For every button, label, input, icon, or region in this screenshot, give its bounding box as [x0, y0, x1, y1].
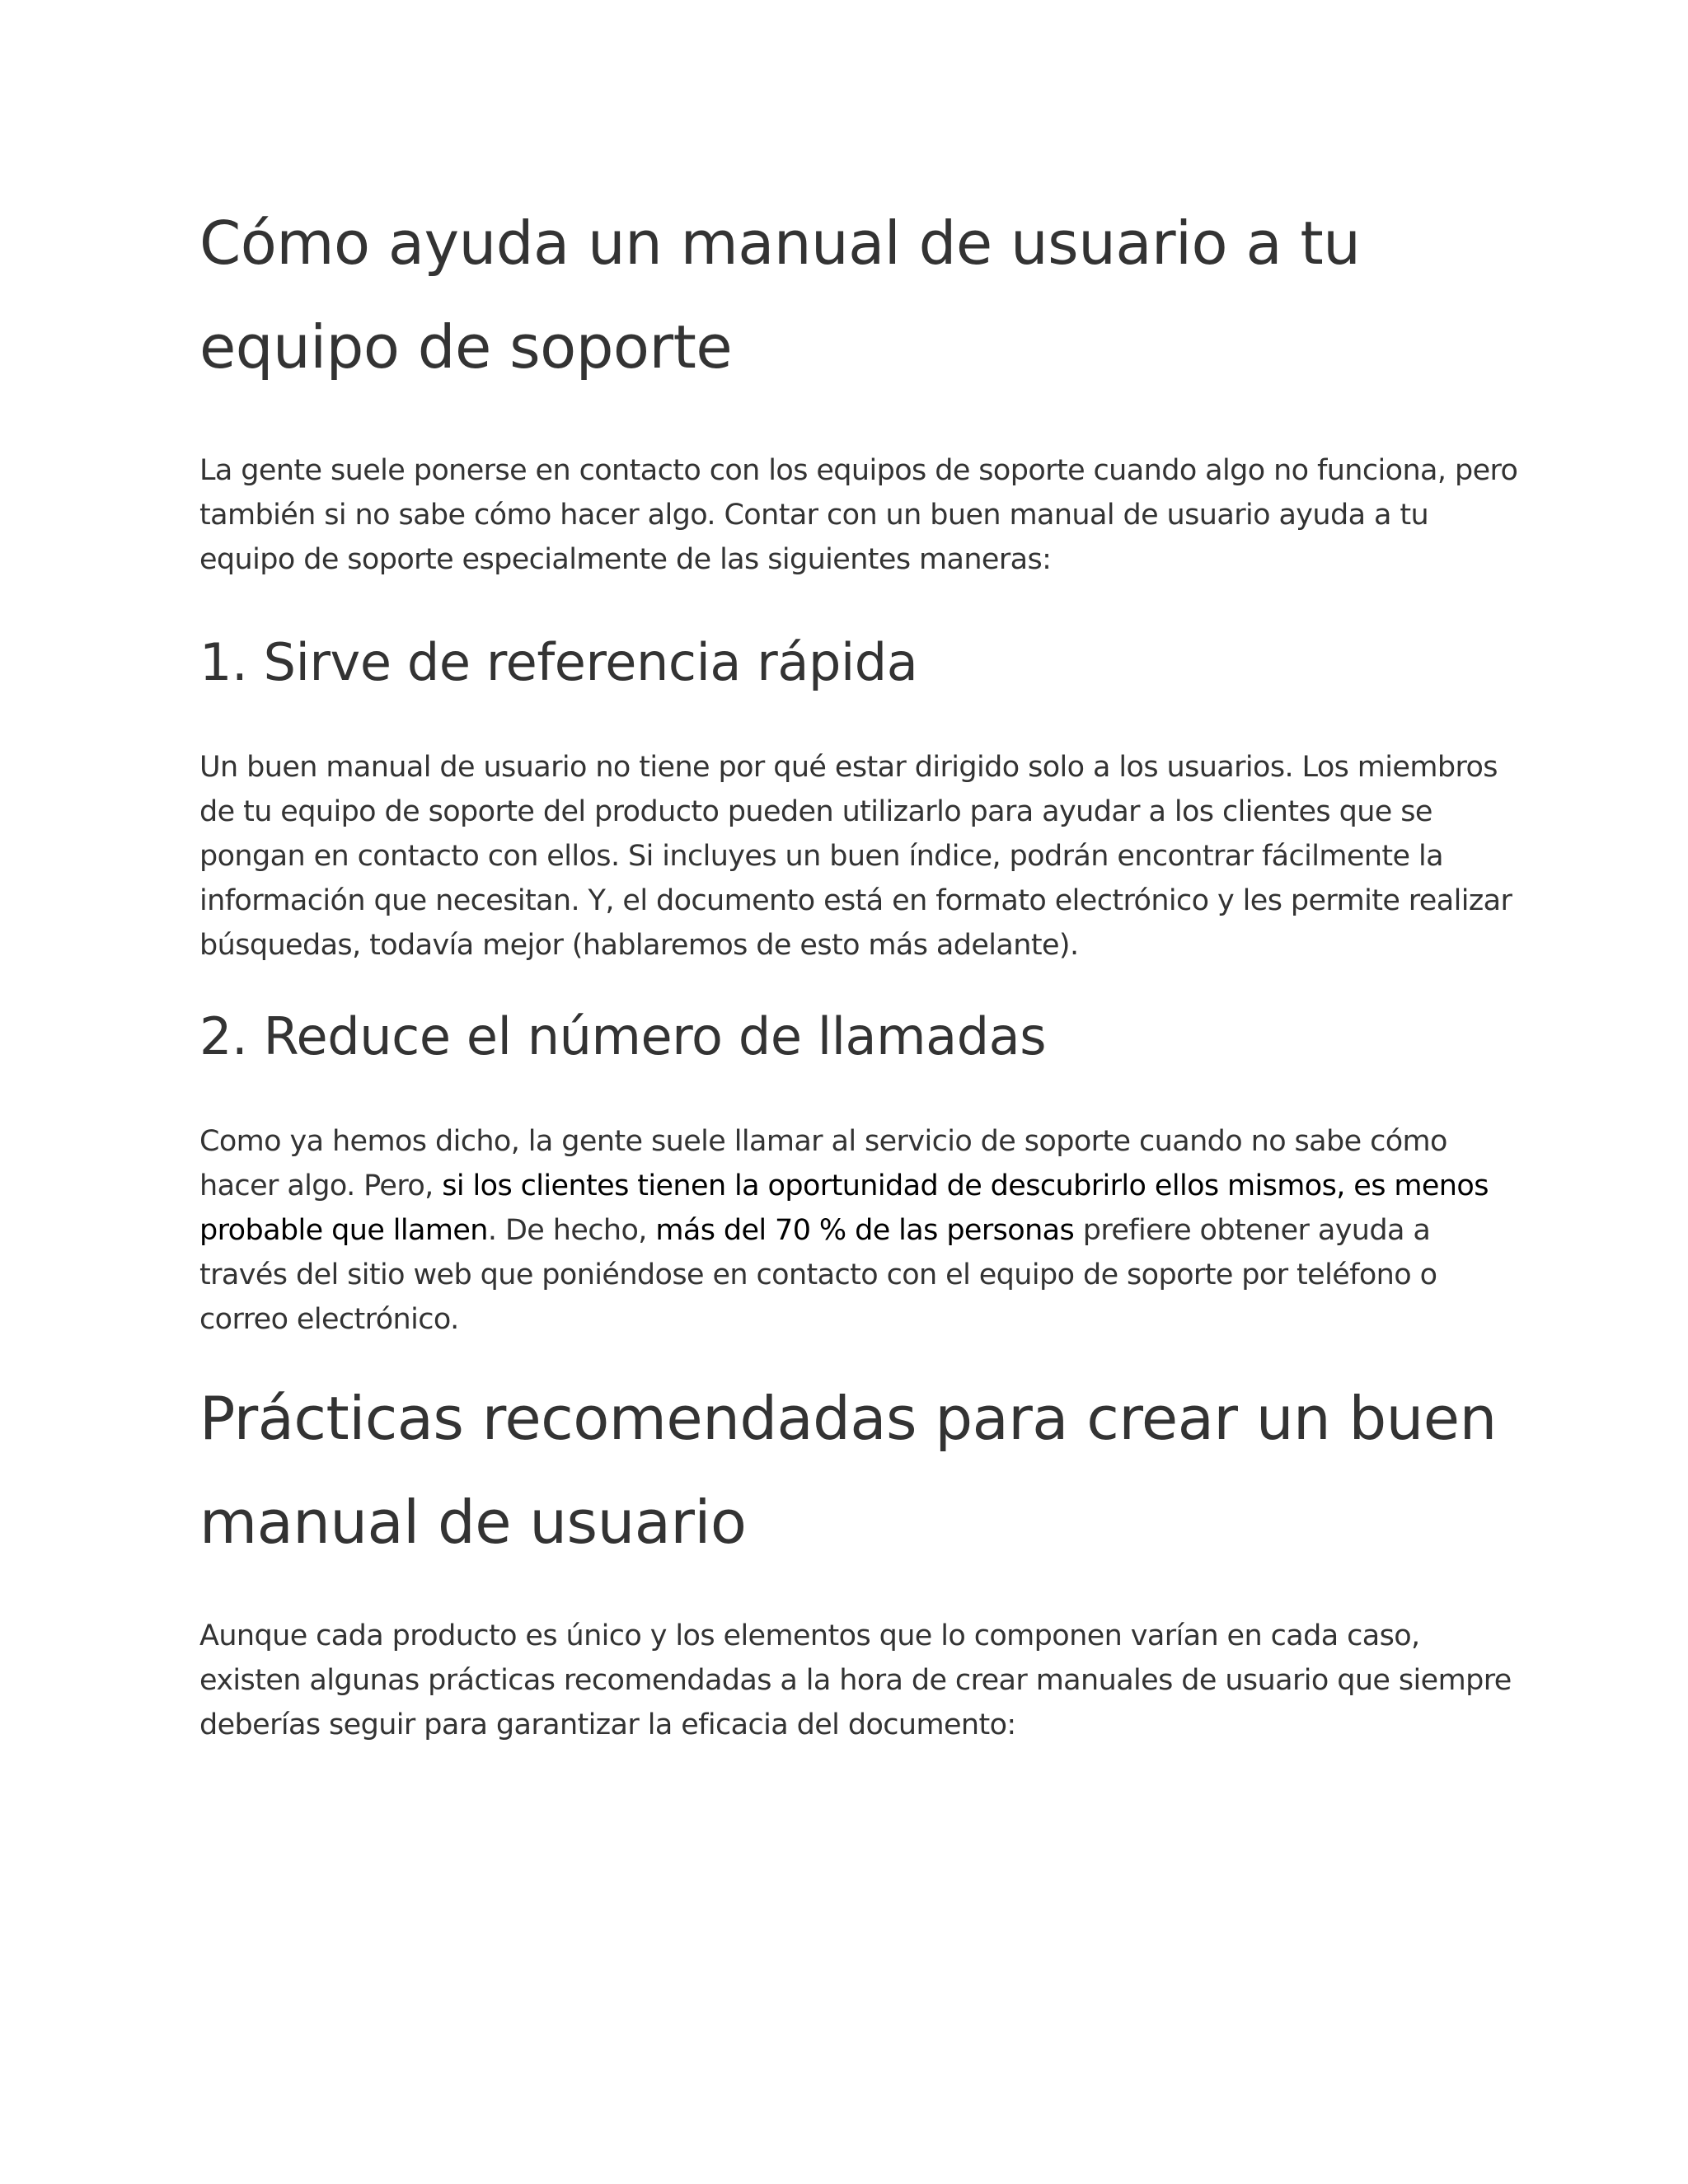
- statistic-link[interactable]: más del 70 % de las personas: [655, 1214, 1075, 1247]
- intro-paragraph: La gente suele ponerse en contacto con los equipos de soporte cuando algo no funciona, pero también si no sabe cómo hacer algo. Contar con un buen manual de usuario ayuda a tu equipo de soporte especialmente de las siguientes maneras:: [199, 454, 1518, 576]
- section-heading-quick-reference: 1. Sirve de referencia rápida: [199, 632, 918, 692]
- paragraph-text: . De hecho,: [487, 1214, 656, 1247]
- page-title: Cómo ayuda un manual de usuario a tu equipo de soporte: [199, 209, 1361, 382]
- paragraph-text: prefiere obtener ayuda a través del sitio web que poniéndose en contacto con el equipo de soporte por teléfono o correo electrónico.: [199, 1214, 1437, 1336]
- best-practices-paragraph: Aunque cada producto es único y los elementos que lo componen varían en cada caso, existen algunas prácticas recomendadas a la hora de crear manuales de usuario que siempre deberías seguir para garantizar la eficacia del documento:: [199, 1619, 1512, 1741]
- best-practices-title: Prácticas recomendadas para crear un buen manual de usuario: [199, 1384, 1497, 1557]
- paragraph-text: Como ya hemos dicho, la gente suele llamar al servicio de soporte cuando no sabe cómo hacer algo. Pero,: [199, 1125, 1447, 1202]
- section-paragraph-reduce-calls: [199, 1119, 1523, 1342]
- customers-self-service-link[interactable]: si los clientes tienen la oportunidad de descubrirlo ellos mismos, es menos probable que llamen: [199, 1169, 1489, 1247]
- section-paragraph-quick-reference: Un buen manual de usuario no tiene por qué estar dirigido solo a los usuarios. Los miembros de tu equipo de soporte del producto pueden utilizarlo para ayudar a los clientes que se pongan en contacto con ellos. Si incluyes un buen índice, podrán encontrar fácilmente la información que necesitan. Y, el documento está en formato electrónico y les permite realizar búsquedas, todavía mejor (hablaremos de esto más adelante).: [199, 751, 1512, 962]
- section-heading-reduce-calls: 2. Reduce el número de llamadas: [199, 1006, 1047, 1066]
